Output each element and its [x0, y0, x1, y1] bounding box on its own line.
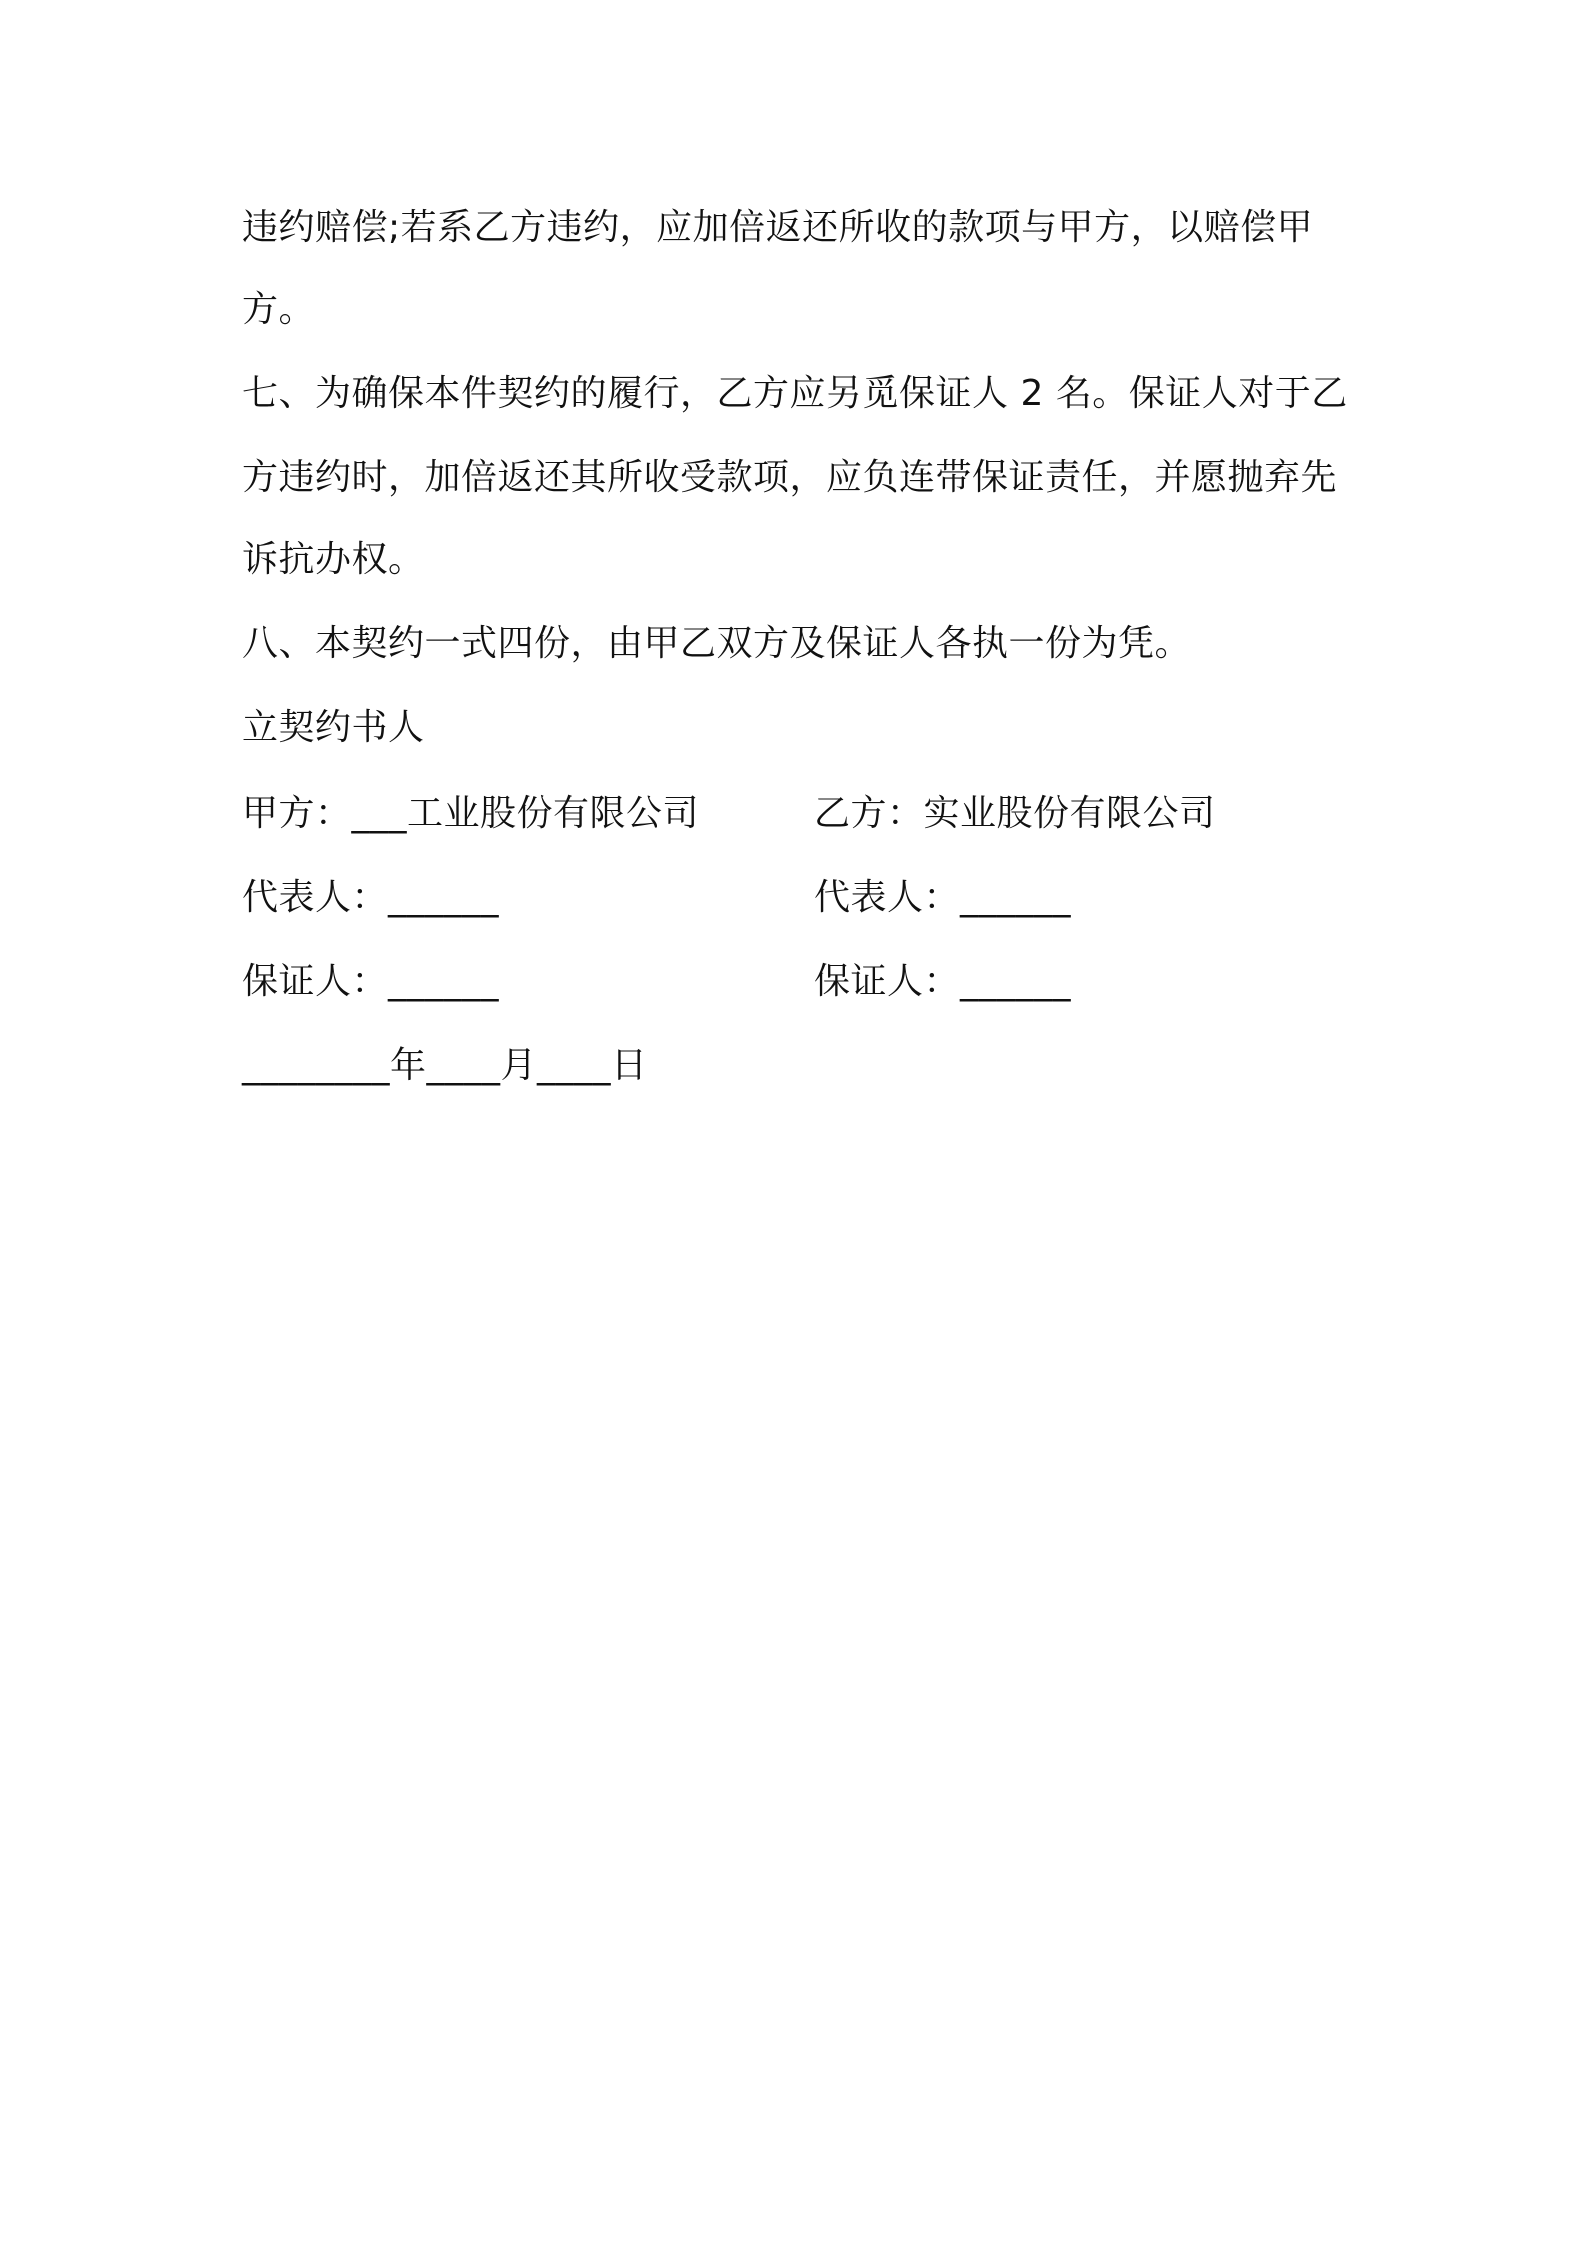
- clause-8: 八、本契约一式四份，由甲乙双方及保证人各执一份为凭。: [242, 623, 1192, 664]
- clause-7-line-3: 诉抗办权。: [242, 539, 425, 580]
- party-a-name: 甲方：___工业股份有限公司: [242, 793, 700, 834]
- date-line: ________年____月____日: [242, 1045, 648, 1086]
- party-b-name: 乙方：实业股份有限公司: [814, 793, 1216, 834]
- clause-7-line-1: 七、为确保本件契约的履行，乙方应另觅保证人 2 名。保证人对于乙: [242, 373, 1348, 414]
- paragraph-6-line-1: 违约赔偿;若系乙方违约，应加倍返还所收的款项与甲方，以赔偿甲: [242, 207, 1314, 248]
- clause-7-line-2: 方违约时，加倍返还其所收受款项，应负连带保证责任，并愿抛弃先: [242, 457, 1338, 498]
- party-a-representative: 代表人：______: [242, 877, 500, 918]
- party-a-guarantor: 保证人：______: [242, 961, 500, 1002]
- paragraph-6-line-2: 方。: [242, 289, 316, 330]
- signatories-heading: 立契约书人: [242, 707, 425, 748]
- party-b-representative: 代表人：______: [814, 877, 1072, 918]
- party-b-guarantor: 保证人：______: [814, 961, 1072, 1002]
